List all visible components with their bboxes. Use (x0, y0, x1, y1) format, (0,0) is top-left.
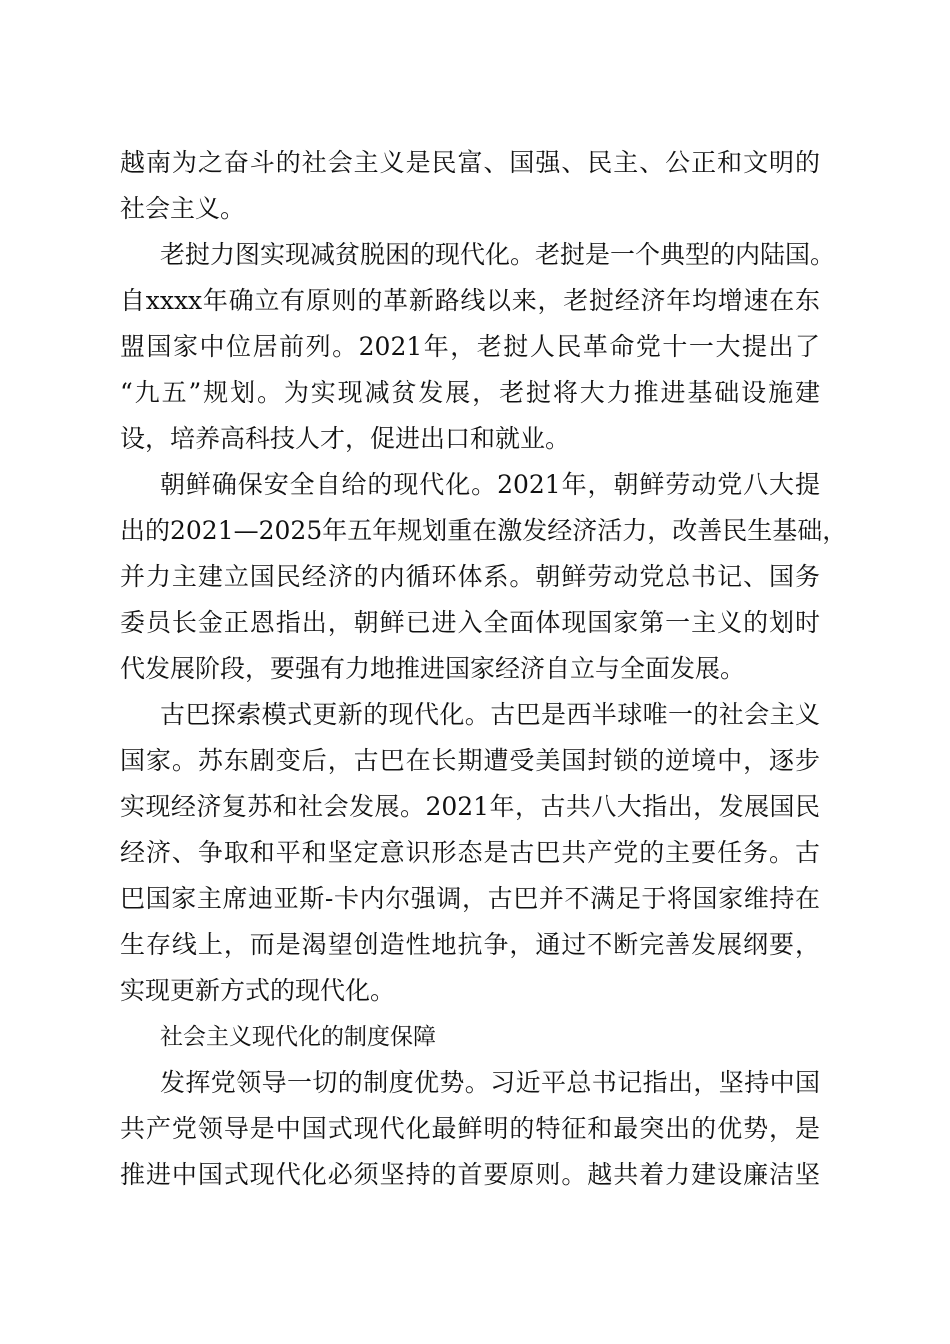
text-line: “九五”规划。为实现减贫发展，老挝将大力推进基础设施建 (120, 378, 820, 407)
text-line: 共产党领导是中国式现代化最鲜明的特征和最突出的优势，是 (120, 1114, 820, 1143)
section-heading: 社会主义现代化的制度保障 (160, 1024, 436, 1050)
text-line: 设，培养高科技人才，促进出口和就业。 (120, 424, 571, 453)
text-line: 社会主义。 (120, 194, 246, 223)
text-line: 盟国家中位居前列。2021年，老挝人民革命党十一大提出了 (120, 332, 820, 361)
text-line: 巴国家主席迪亚斯-卡内尔强调，古巴并不满足于将国家维持在 (120, 884, 820, 913)
text-line: 出的2021—2025年五年规划重在激发经济活力，改善民生基础， (120, 516, 848, 545)
text-line: 代发展阶段，要强有力地推进国家经济自立与全面发展。 (120, 654, 746, 683)
paragraph-start-laos: 老挝力图实现减贫脱困的现代化。老挝是一个典型的内陆国。 (160, 240, 836, 269)
paragraph-start-party: 发挥党领导一切的制度优势。习近平总书记指出，坚持中国 (160, 1068, 820, 1097)
text-line: 经济、争取和平和坚定意识形态是古巴共产党的主要任务。古 (120, 838, 820, 867)
text-line: 自xxxx年确立有原则的革新路线以来，老挝经济年均增速在东 (120, 286, 820, 315)
paragraph-start-cuba: 古巴探索模式更新的现代化。古巴是西半球唯一的社会主义 (160, 700, 820, 729)
text-line: 越南为之奋斗的社会主义是民富、国强、民主、公正和文明的 (120, 148, 820, 177)
paragraph-start-dprk: 朝鲜确保安全自给的现代化。2021年，朝鲜劳动党八大提 (160, 470, 820, 499)
text-line: 推进中国式现代化必须坚持的首要原则。越共着力建设廉洁坚 (120, 1160, 820, 1189)
text-line: 委员长金正恩指出，朝鲜已进入全面体现国家第一主义的划时 (120, 608, 820, 637)
text-line: 并力主建立国民经济的内循环体系。朝鲜劳动党总书记、国务 (120, 562, 820, 591)
text-line: 国家。苏东剧变后，古巴在长期遭受美国封锁的逆境中，逐步 (120, 746, 820, 775)
text-line: 实现经济复苏和社会发展。2021年，古共八大指出，发展国民 (120, 792, 820, 821)
text-line: 实现更新方式的现代化。 (120, 976, 396, 1005)
text-line: 生存线上，而是渴望创造性地抗争，通过不断完善发展纲要， (120, 930, 820, 959)
